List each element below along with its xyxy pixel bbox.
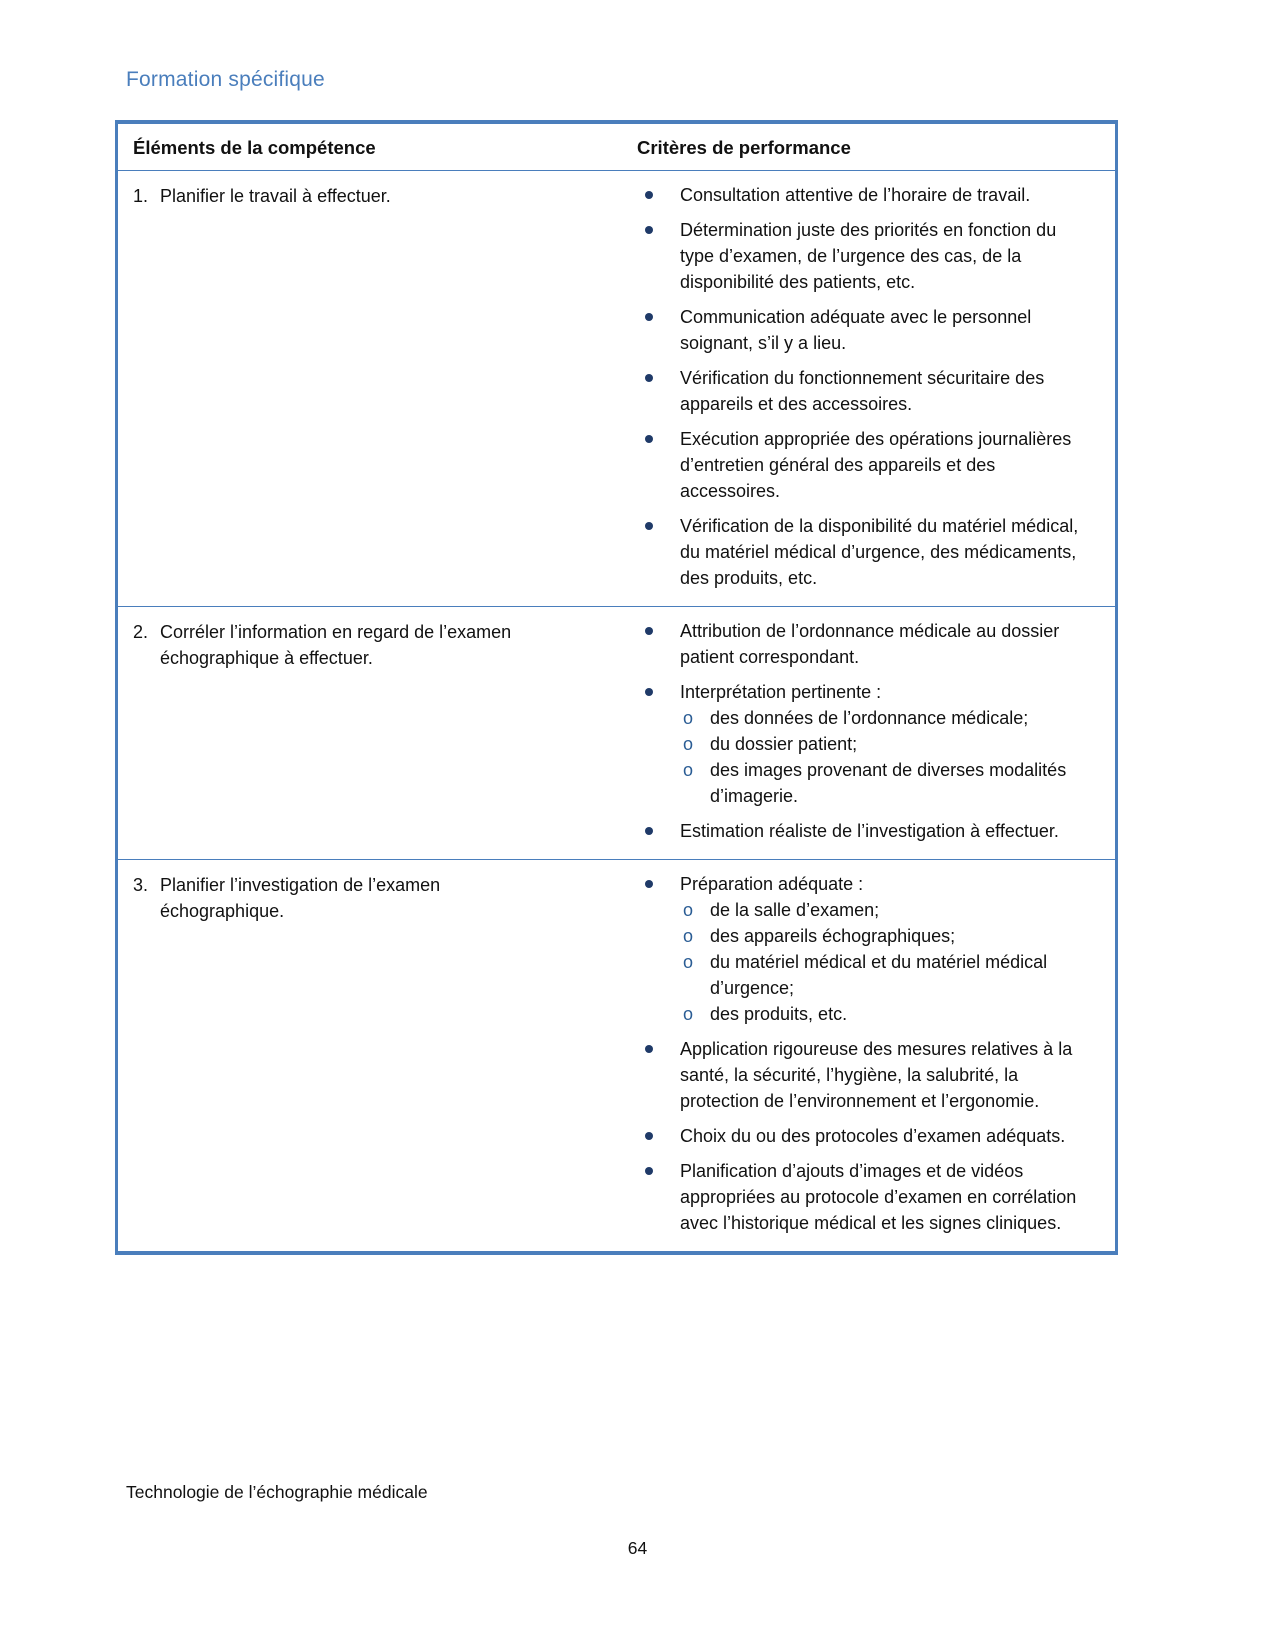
criteria-text: Consultation attentive de l’horaire de travail.	[680, 185, 1031, 205]
criteria-text: Détermination juste des priorités en fonction du type d’examen, de l’urgence des cas, de la disponibilité des patients, etc.	[680, 220, 1057, 292]
criteria-list	[645, 182, 1107, 591]
element-number: 3.	[133, 875, 149, 895]
criteria-body	[680, 182, 1030, 208]
table-row	[118, 859, 1115, 1251]
criteria-item	[645, 679, 1107, 809]
criteria-text: Communication adéquate avec le personnel soignant, s’il y a lieu.	[680, 307, 1032, 353]
table-row	[118, 606, 1115, 859]
table-header-row	[118, 124, 1115, 171]
sub-text: des données de l’ordonnance médicale;	[710, 708, 1029, 728]
element-text: Corréler l’information en regard de l’examen échographique à effectuer.	[160, 622, 512, 668]
criteria-body	[680, 679, 1080, 809]
bullet-icon	[645, 513, 680, 591]
criteria-body	[680, 1123, 1065, 1149]
criteria-item	[645, 1036, 1107, 1114]
circle-marker-icon: o	[683, 900, 694, 920]
bullet-icon	[645, 426, 680, 504]
element-entry	[133, 619, 583, 671]
sub-item	[680, 923, 1080, 949]
criteria-body	[680, 365, 1082, 417]
criteria-body	[680, 1036, 1082, 1114]
criteria-text: Vérification du fonctionnement sécuritaire des appareils et des accessoires.	[680, 368, 1045, 414]
bullet-icon	[645, 365, 680, 417]
bullet-icon	[645, 1036, 680, 1114]
criteria-item	[645, 217, 1107, 295]
criteria-list	[645, 871, 1107, 1236]
criteria-cell	[623, 171, 1115, 606]
bullet-icon	[645, 871, 680, 1027]
element-text: Planifier le travail à effectuer.	[160, 186, 391, 206]
criteria-cell	[623, 860, 1115, 1251]
criteria-body	[680, 818, 1059, 844]
criteria-body	[680, 871, 1080, 1027]
sub-list	[680, 897, 1080, 1027]
criteria-text: Choix du ou des protocoles d’examen adéquats.	[680, 1126, 1066, 1146]
criteria-item	[645, 1158, 1107, 1236]
page-number: 64	[627, 1538, 648, 1558]
sub-text: des images provenant de diverses modalités d’imagerie.	[710, 760, 1067, 806]
criteria-item	[645, 513, 1107, 591]
criteria-item	[645, 618, 1107, 670]
table-body	[118, 171, 1115, 1251]
bullet-icon	[645, 182, 680, 208]
circle-marker-icon: o	[683, 952, 694, 972]
element-text: Planifier l’investigation de l’examen échographique.	[160, 875, 441, 921]
circle-marker-icon: o	[683, 760, 694, 780]
criteria-text: Préparation adéquate :	[680, 874, 864, 894]
bullet-icon	[645, 217, 680, 295]
sub-text: du matériel médical et du matériel médical d’urgence;	[710, 952, 1048, 998]
criteria-body	[680, 1158, 1082, 1236]
sub-item	[680, 757, 1080, 809]
table-header-elements: Éléments de la compétence	[133, 137, 376, 158]
table-header-criteria: Critères de performance	[637, 137, 851, 158]
criteria-item	[645, 871, 1107, 1027]
criteria-cell	[623, 607, 1115, 859]
bullet-icon	[645, 818, 680, 844]
criteria-item	[645, 365, 1107, 417]
bullet-icon	[645, 304, 680, 356]
element-number: 2.	[133, 622, 149, 642]
circle-marker-icon: o	[683, 926, 694, 946]
element-cell	[118, 607, 623, 859]
competence-table	[115, 120, 1118, 1255]
criteria-list	[645, 618, 1107, 844]
bullet-icon	[645, 618, 680, 670]
footer-title: Technologie de l’échographie médicale	[126, 1482, 428, 1502]
circle-marker-icon: o	[683, 1004, 694, 1024]
sub-text: des produits, etc.	[710, 1004, 848, 1024]
sub-item	[680, 1001, 1080, 1027]
page-title: Formation spécifique	[126, 68, 325, 91]
criteria-body	[680, 513, 1082, 591]
bullet-icon	[645, 1123, 680, 1149]
criteria-item	[645, 1123, 1107, 1149]
element-cell	[118, 860, 623, 1251]
table-row	[118, 171, 1115, 606]
element-entry	[133, 183, 583, 209]
criteria-item	[645, 818, 1107, 844]
circle-marker-icon: o	[683, 734, 694, 754]
sub-item	[680, 949, 1080, 1001]
criteria-body	[680, 426, 1082, 504]
criteria-body	[680, 217, 1082, 295]
sub-text: de la salle d’examen;	[710, 900, 880, 920]
sub-item	[680, 705, 1080, 731]
sub-item	[680, 731, 1080, 757]
sub-list	[680, 705, 1080, 809]
criteria-item	[645, 182, 1107, 208]
criteria-text: Planification d’ajouts d’images et de vidéos appropriées au protocole d’examen en corrélation avec l’historique médical et les signes cliniques.	[680, 1161, 1077, 1233]
criteria-body	[680, 618, 1082, 670]
element-cell	[118, 171, 623, 606]
criteria-text: Vérification de la disponibilité du matériel médical, du matériel médical d’urgence, des médicaments, des produits, etc.	[680, 516, 1079, 588]
criteria-text: Exécution appropriée des opérations journalières d’entretien général des appareils et des accessoires.	[680, 429, 1072, 501]
circle-marker-icon: o	[683, 708, 694, 728]
element-number: 1.	[133, 186, 149, 206]
criteria-text: Interprétation pertinente :	[680, 682, 882, 702]
sub-text: des appareils échographiques;	[710, 926, 956, 946]
bullet-icon	[645, 679, 680, 809]
criteria-item	[645, 426, 1107, 504]
criteria-item	[645, 304, 1107, 356]
criteria-text: Estimation réaliste de l’investigation à effectuer.	[680, 821, 1059, 841]
criteria-text: Attribution de l’ordonnance médicale au dossier patient correspondant.	[680, 621, 1060, 667]
sub-item	[680, 897, 1080, 923]
criteria-text: Application rigoureuse des mesures relatives à la santé, la sécurité, l’hygiène, la salubrité, la protection de l’environnement et l’ergonomie.	[680, 1039, 1073, 1111]
sub-text: du dossier patient;	[710, 734, 858, 754]
criteria-body	[680, 304, 1082, 356]
element-entry	[133, 872, 583, 924]
bullet-icon	[645, 1158, 680, 1236]
